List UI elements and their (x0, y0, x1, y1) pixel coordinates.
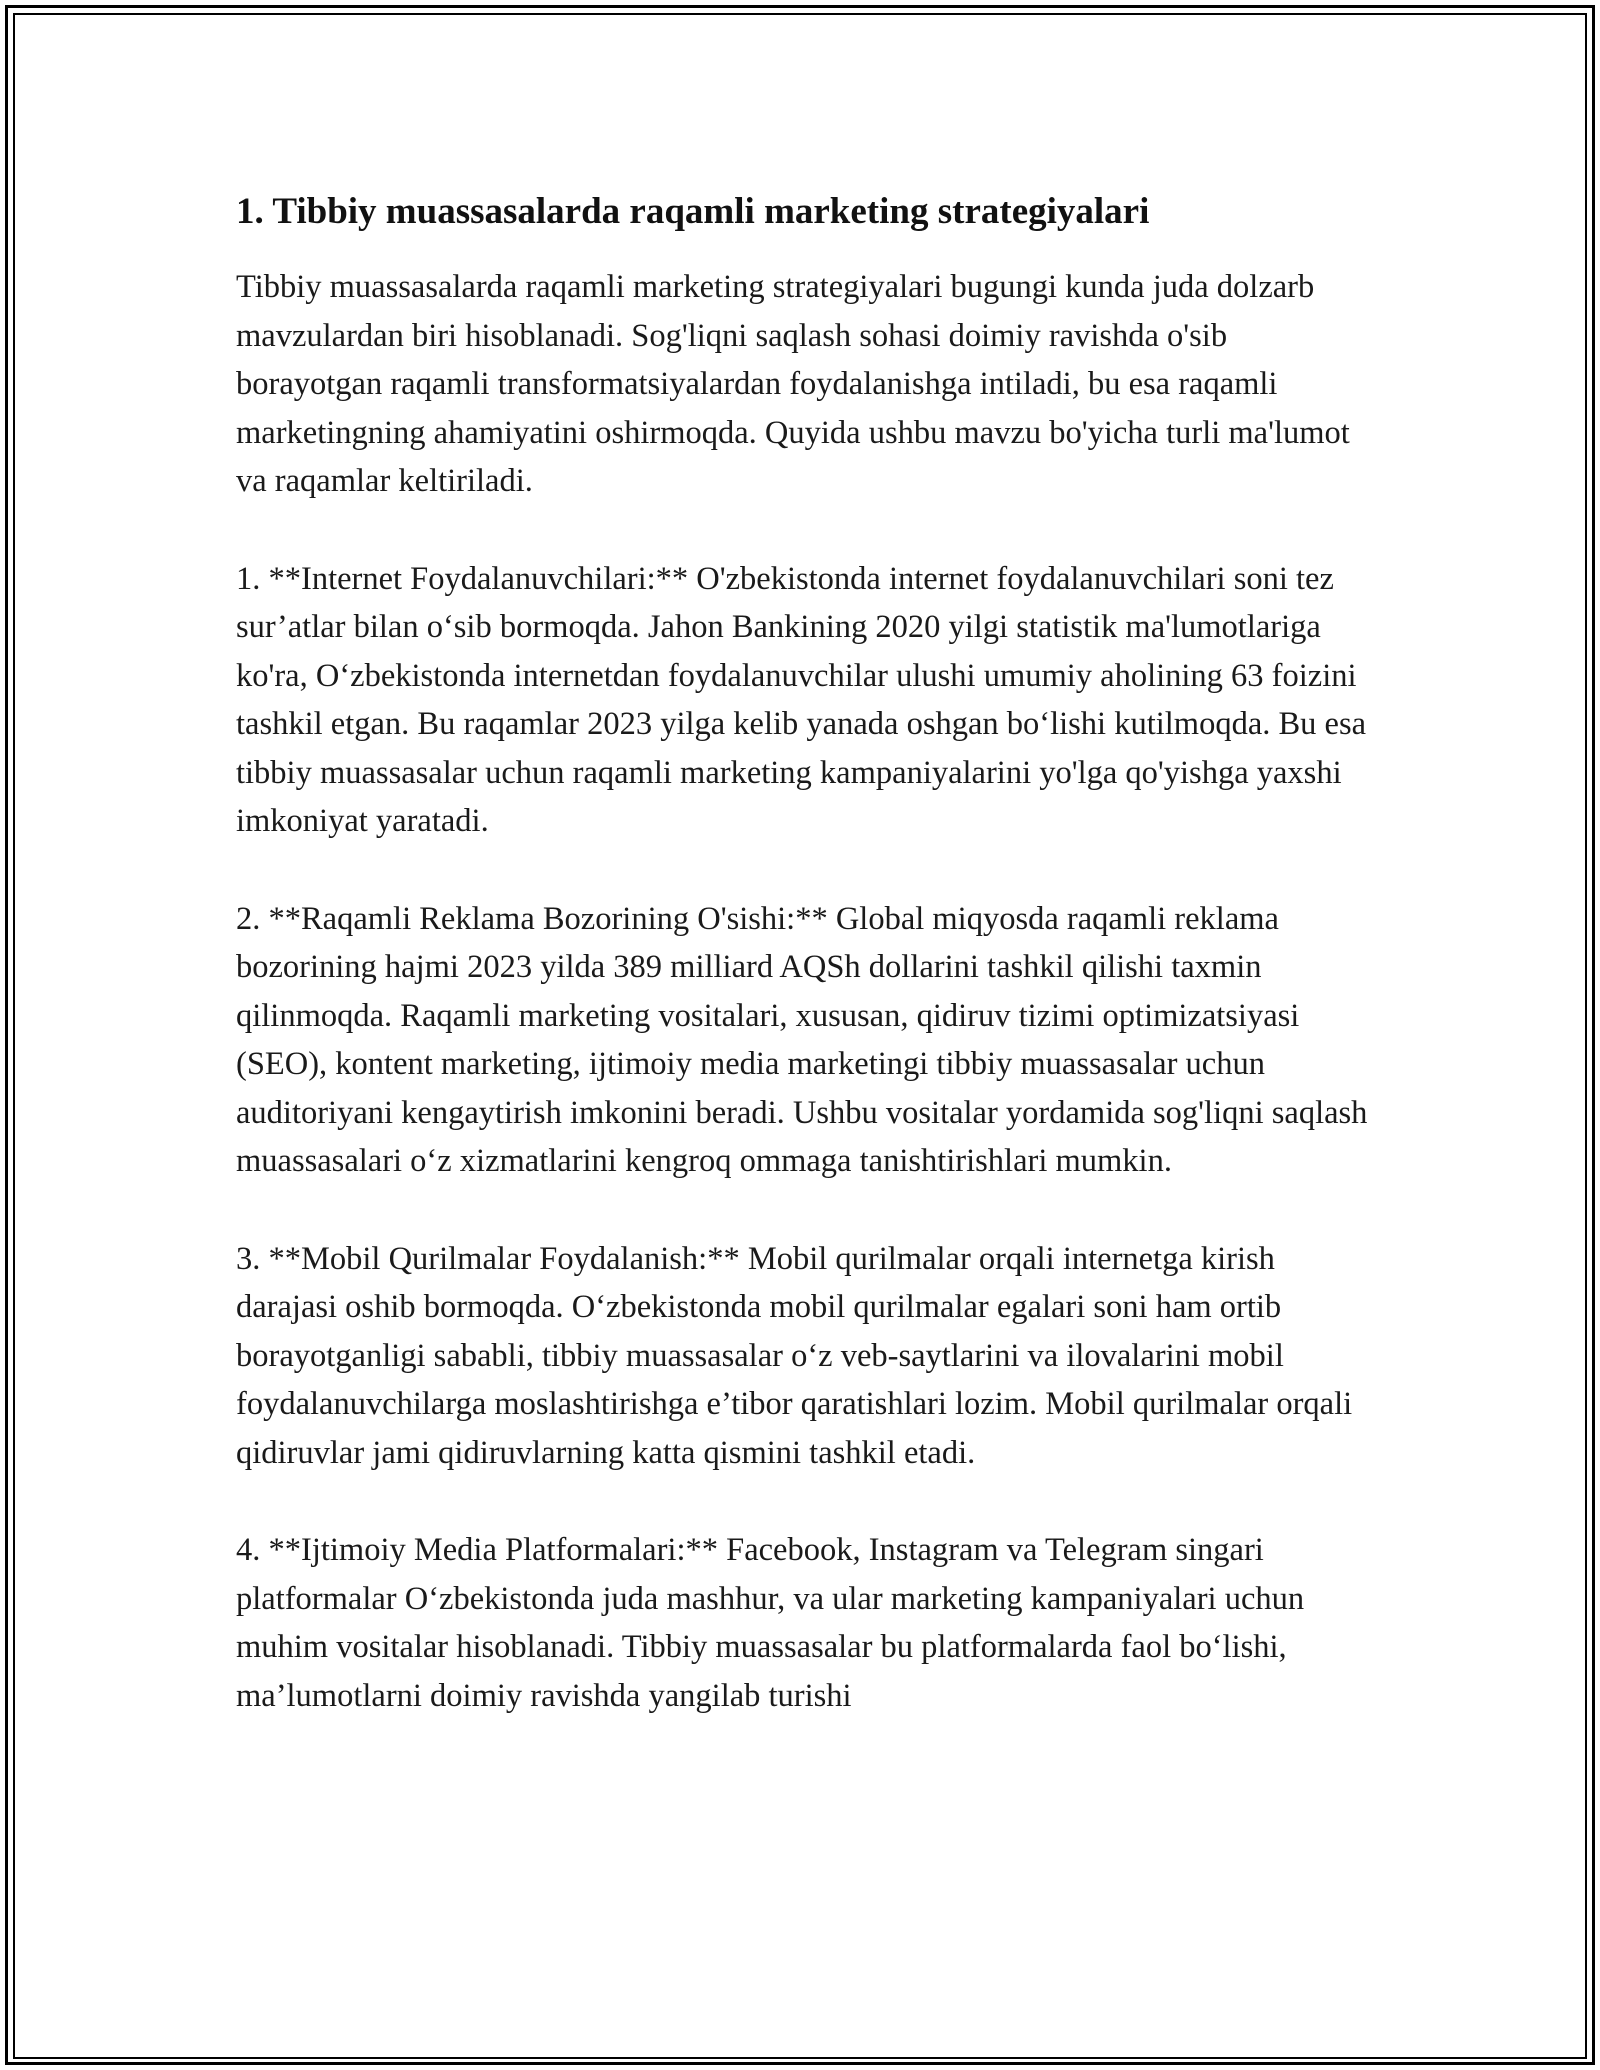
paragraph-mobile-devices: 3. **Mobil Qurilmalar Foydalanish:** Mobil qurilmalar orqali internetga kirish darajasi oshib bormoqda. O‘zbekistonda mobil qurilmalar egalari soni ham ortib borayotganligi sababli, tibbiy muassasalar o‘z veb-saytlarini va ilovalarini mobil foydalanuvchilarga moslashtirishga e’tibor qaratishlari lozim. Mobil qurilmalar orqali qidiruvlar jami qidiruvlarning katta qismini tashkil etadi. (236, 1240, 1353, 1471)
paragraph-intro: Tibbiy muassasalarda raqamli marketing strategiyalari bugungi kunda juda dolzarb mavzulardan biri hisoblanadi. Sog'liqni saqlash sohasi doimiy ravishda o'sib borayotgan raqamli transformatsiyalardan foydalanishga intiladi, bu esa raqamli marketingning ahamiyatini oshirmoqda. Quyida ushbu mavzu bo'yicha turli ma'lumot va raqamlar keltiriladi. (236, 269, 1350, 500)
paragraph-social-media: 4. **Ijtimoiy Media Platformalari:** Facebook, Instagram va Telegram singari platformalar O‘zbekistonda juda mashhur, va ular marketing kampaniyalari uchun muhim vositalar hisoblanadi. Tibbiy muassasalar bu platformalarda faol bo‘lishi, ma’lumotlarni doimiy ravishda yangilab turishi (236, 1532, 1305, 1714)
paragraph-internet-users: 1. **Internet Foydalanuvchilari:** O'zbekistonda internet foydalanuvchilari soni tez sur’atlar bilan o‘sib bormoqda. Jahon Bankining 2020 yilgi statistik ma'lumotlariga ko'ra, O‘zbekistonda internetdan foydalanuvchilar ulushi umumiy aholining 63 foizini tashkil etgan. Bu raqamlar 2023 yilga kelib yanada oshgan bo‘lishi kutilmoqda. Bu esa tibbiy muassasalar uchun raqamli marketing kampaniyalarini yo'lga qo'yishga yaxshi imkoniyat yaratadi. (236, 560, 1367, 840)
document-title: 1. Tibbiy muassasalarda raqamli marketing strategiyalari (236, 191, 1150, 232)
paragraph-digital-ads-market: 2. **Raqamli Reklama Bozorining O'sishi:** Global miqyosda raqamli reklama bozorining hajmi 2023 yilda 389 milliard AQSh dollarini tashkil qilishi taxmin qilinmoqda. Raqamli marketing vositalari, xususan, qidiruv tizimi optimizatsiyasi (SEO), kontent marketing, ijtimoiy media marketingi tibbiy muassasalar uchun auditoriyani kengaytirish imkonini beradi. Ushbu vositalar yordamida sog'liqni saqlash muassasalari o‘z xizmatlarini kengroq ommaga tanishtirishlari mumkin. (236, 900, 1368, 1180)
document-page (236, 188, 1368, 1769)
